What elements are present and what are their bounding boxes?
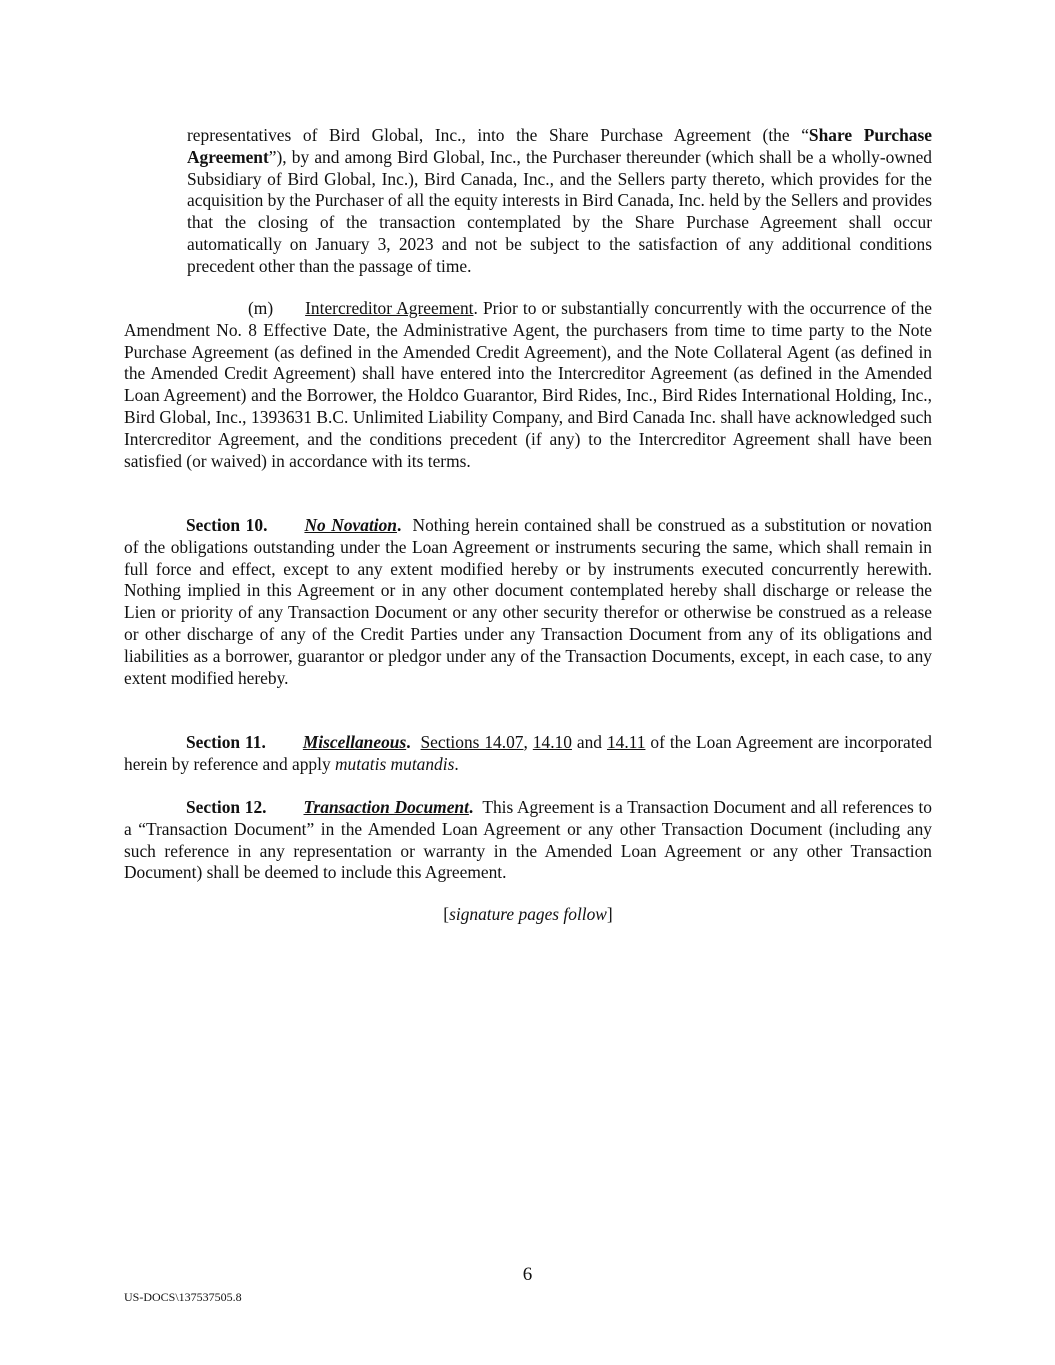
latin-phrase: mutatis mutandis (335, 753, 455, 774)
page-number: 6 (522, 1264, 533, 1285)
section-label: Section 12. (186, 797, 267, 817)
section-reference: 14.10 (532, 732, 572, 752)
section-label: Section 11. (186, 732, 266, 752)
section-heading: Miscellaneous (302, 732, 407, 752)
section-12-paragraph: Section 12. Transaction Document. This Agreement is a Transaction Document and all references to a “Transaction Document” in the Amended Loan Agreement or any other Transaction Document (including any such reference in any representation or warranty in the Amended Loan Agreement or any other Transaction Document) shall be deemed to include this Agreement. (124, 797, 932, 883)
section-reference: 14.11 (606, 732, 646, 752)
item-heading: Intercreditor Agreement (305, 298, 474, 318)
paragraph-text: ”), by and among Bird Global, Inc., the Purchaser thereunder (which shall be a wholly-owned Subsidiary of Bird Global, Inc.), Bird Canada, Inc., and the Sellers party thereto, which provides for the acquisition by the Purchaser of all the equity interests in Bird Canada, Inc. held by the Sellers and provides that the closing of the transaction contemplated by the Share Purchase Agreement shall occur automatically on January 3, 2023 and not be subject to the satisfaction of any additional conditions precedent other than the passage of time. (187, 146, 932, 276)
signature-pages-note (124, 904, 932, 925)
section-reference: Sections 14.07 (420, 732, 524, 752)
signature-note-text: signature pages follow (449, 904, 607, 924)
section-10-paragraph: Section 10. No Novation. Nothing herein contained shall be construed as a substitution or novation of the obligations outstanding under the Loan Agreement or instruments securing the same, which shall remain in full force and effect, except to any extent modified hereby or by instruments executed concurrently herewith. Nothing implied in this Agreement or in any other document contemplated hereby shall discharge or release the Lien or priority of any Transaction Document or any other security therefor or otherwise be construed as a release or other discharge of any of the Credit Parties under any Transaction Document from any of its obligations and liabilities as a borrower, guarantor or pledgor under any of the Transaction Documents, except, in each case, to any extent modified hereby. (124, 515, 933, 688)
bracket: ] (606, 904, 613, 924)
paragraph-text: This Agreement is a Transaction Document and all references to a “Transaction Document” in the Amended Loan Agreement or any other Transaction Document (including any such reference in any representation or warranty in the Amended Loan Agreement or any other Transaction Document) shall be deemed to include this Agreement. (124, 797, 932, 883)
paragraph-text: of the Loan Agreement are incorporated herein by reference and apply (124, 732, 932, 774)
section-11-paragraph: Section 11. Miscellaneous. Sections 14.07, 14.10 and 14.11 of the Loan Agreement are incorporated herein by reference and apply mutatis mutandis. (124, 732, 932, 774)
paragraph-text: . Prior to or substantially concurrently with the occurrence of the Amendment No. 8 Effective Date, the Administrative Agent, the purchasers from time to time party to the Note Purchase Agreement (as defined in the Amended Credit Agreement), and the Note Collateral Agent (as defined in the Amended Credit Agreement) shall have entered into the Intercreditor Agreement (as defined in the Amended Loan Agreement) and the Borrower, the Holdco Guarantor, Bird Rides, Inc., Bird Rides International Holding, Inc., Bird Global, Inc., 1393631 B.C. Unlimited Liability Company, and Bird Canada Inc. shall have acknowledged such Intercreditor Agreement, and the conditions precedent (if any) to the Intercreditor Agreement shall have been satisfied (or waived) in accordance with its terms. (124, 298, 932, 471)
bracket: [ (443, 904, 450, 924)
paragraph-text: . (454, 753, 459, 774)
item-m-paragraph (124, 298, 932, 472)
section-heading: No Novation (304, 515, 397, 535)
item-label: (m) (248, 298, 274, 318)
separator-text: and (571, 732, 607, 752)
paragraph-text: representatives of Bird Global, Inc., into the Share Purchase Agreement (the “ (187, 125, 809, 145)
paragraph-text: Nothing herein contained shall be construed as a substitution or novation of the obligations outstanding under the Loan Agreement or instruments securing the same, which shall remain in full force and effect, except to any extent modified hereby or by instruments executed concurrently herewith. Nothing implied in this Agreement or in any other document contemplated hereby shall discharge or release the Lien or priority of any Transaction Document or any other security therefor or otherwise be construed as a release or other discharge of any of the Credit Parties under any Transaction Document from any of its obligations and liabilities as a borrower, guarantor or pledgor under any of the Transaction Documents, except, in each case, to any extent modified hereby. (124, 515, 933, 688)
separator-text: , (523, 732, 533, 752)
document-id: US-DOCS\137537505.8 (124, 1290, 242, 1304)
section-heading: Transaction Document (303, 797, 469, 817)
share-purchase-paragraph (187, 125, 932, 278)
defined-term: Share Purchase Agreement (187, 125, 932, 167)
section-label: Section 10. (186, 515, 268, 535)
